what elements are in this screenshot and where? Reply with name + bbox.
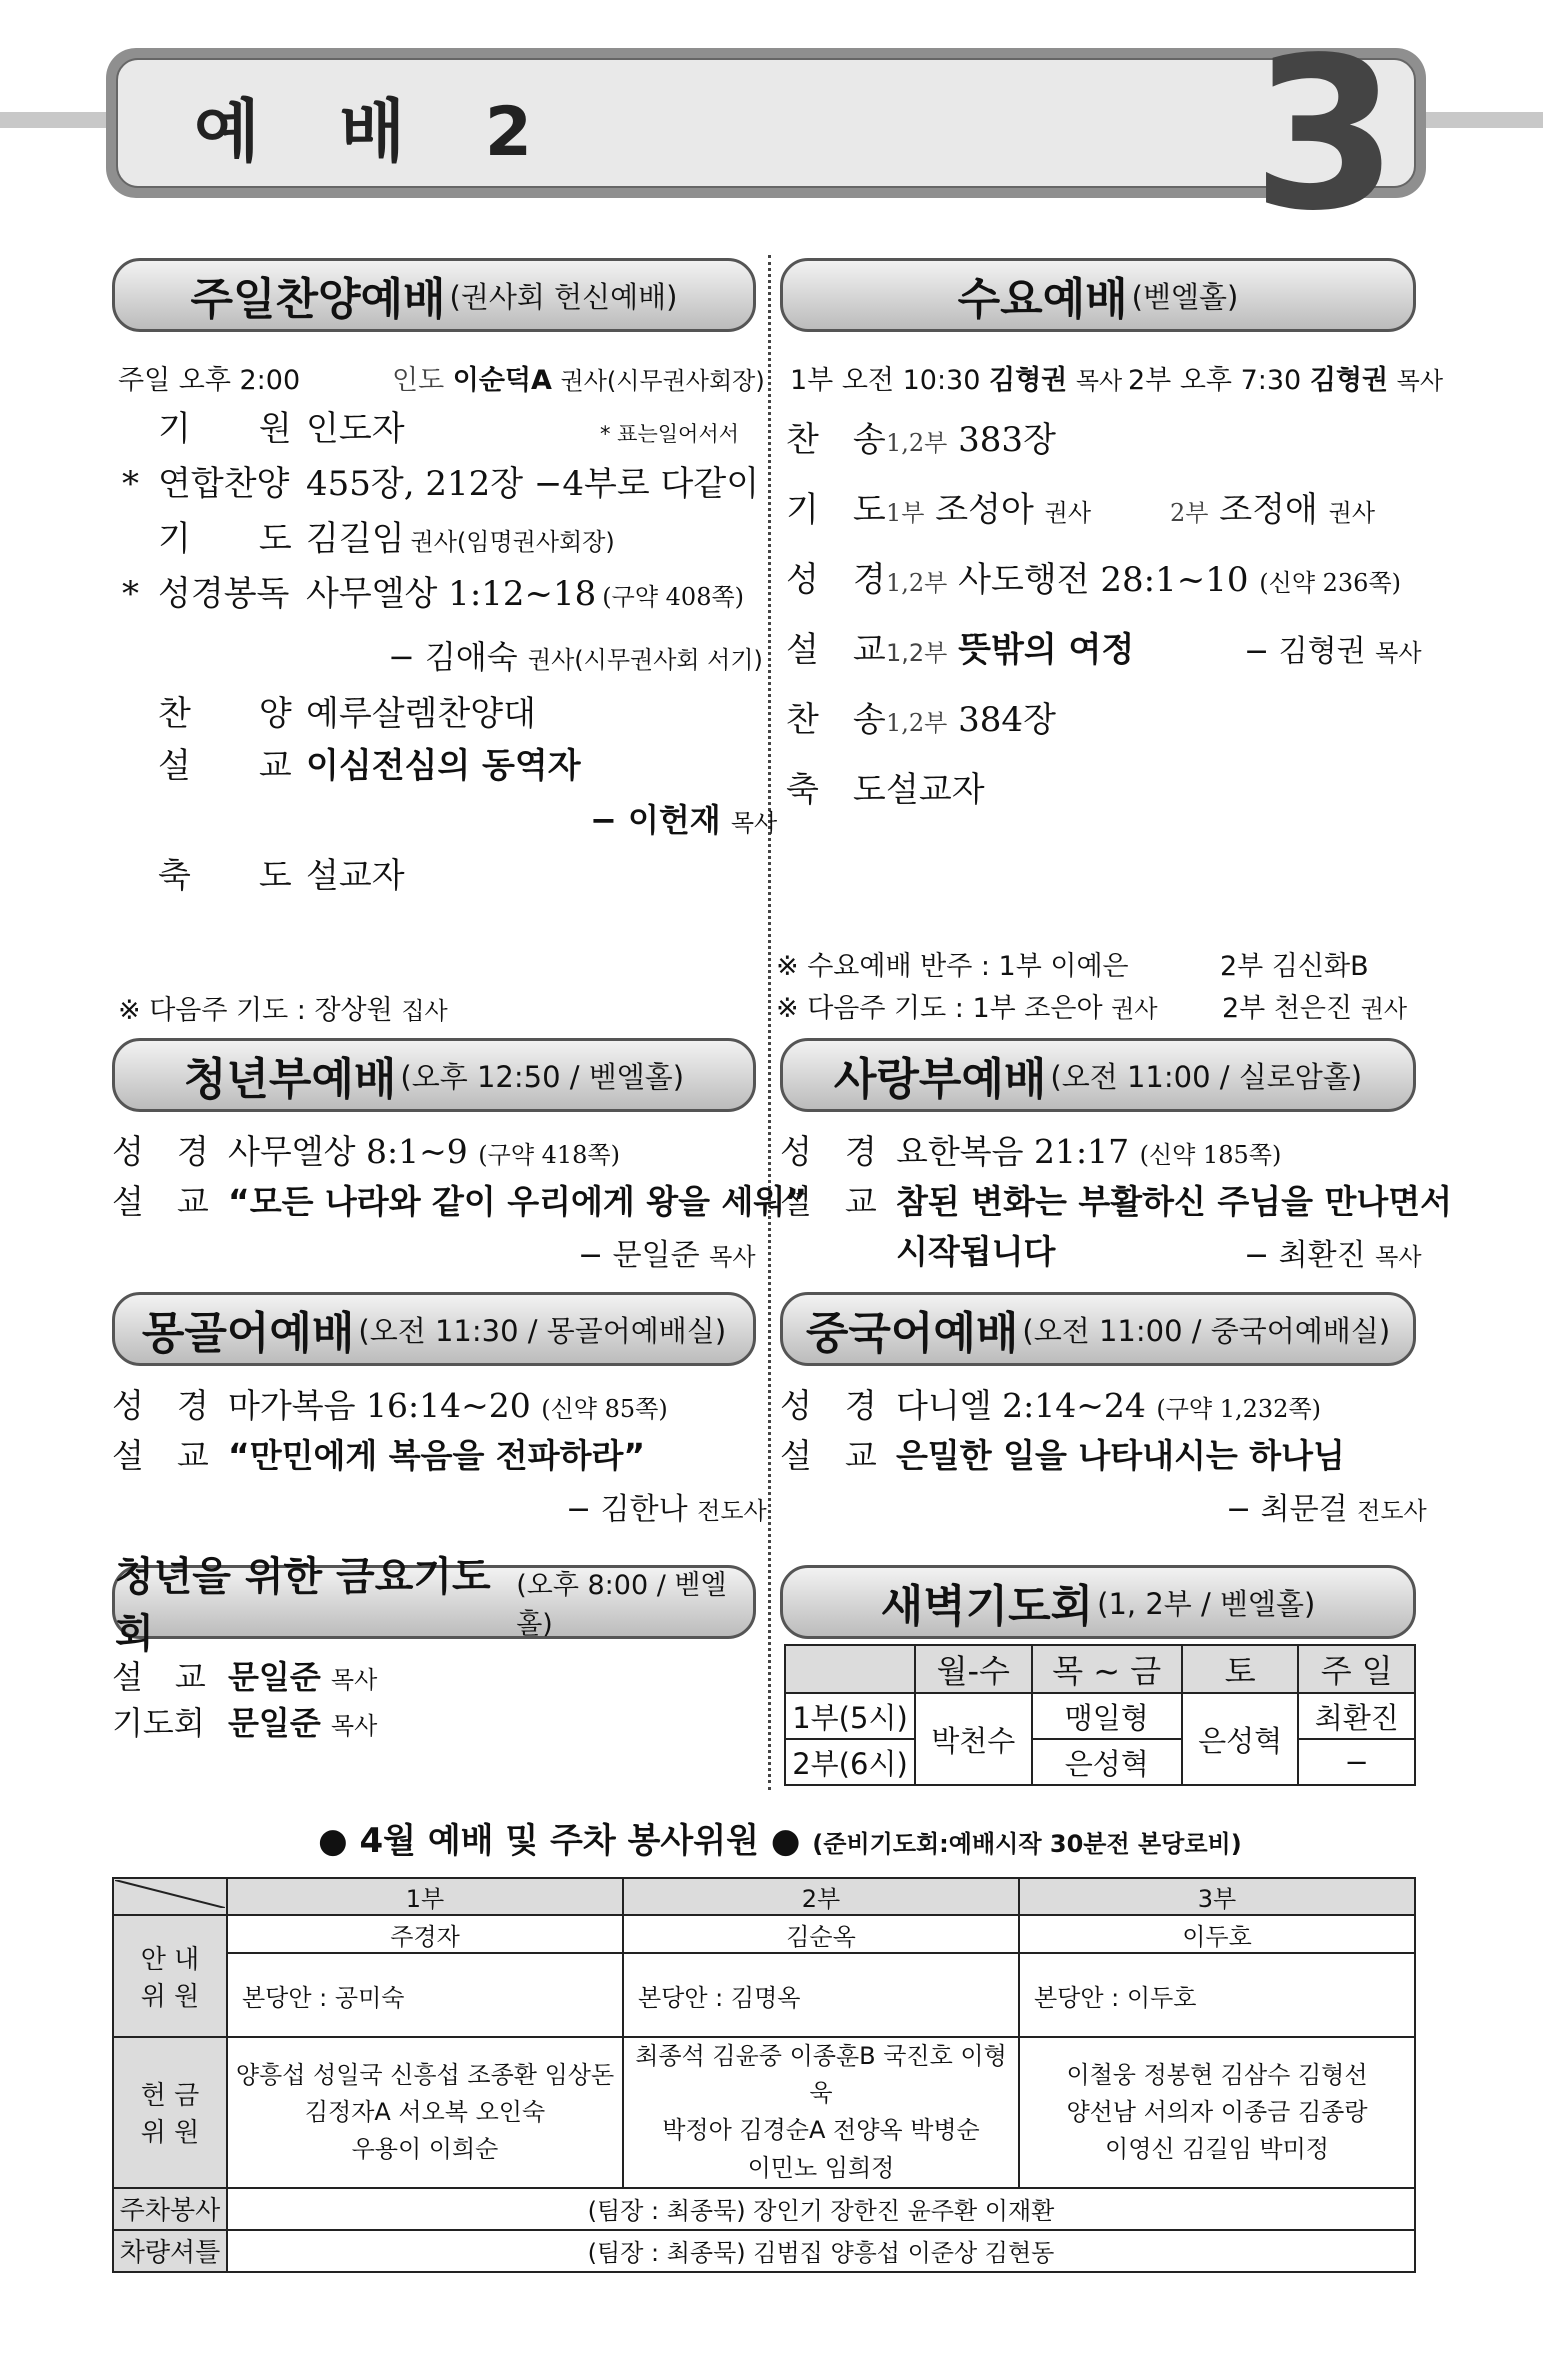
volunteers-table <box>112 1877 1416 2273</box>
wed-hymn2: 찬 송1,2부 384장 <box>786 700 1056 740</box>
table-row: 본당안 : 공미숙 본당안 : 김명옥 본당안 : 이두호 <box>113 1953 1415 2037</box>
friday-sermon: 설 교 문일준 목사 <box>112 1658 378 1696</box>
wed-prayer: 기 도1부 조성아 권사 <box>786 490 1092 530</box>
wed-scripture: 성 경1,2부 사도행전 28:1~10 (신약 236쪽) <box>786 560 1401 600</box>
column-divider <box>768 255 771 1790</box>
section-love: 사랑부예배 (오전 11:00 / 실로암홀) <box>780 1038 1416 1112</box>
sunday-order-list <box>122 410 759 630</box>
section-title: 주일찬양예배 <box>190 274 446 325</box>
mongolian-sermon: 설 교 “만민에게 복음을 전파하라” <box>112 1436 646 1475</box>
wed-hymn: 찬 송1,2부 383장 <box>786 420 1056 460</box>
section-friday: 청년을 위한 금요기도회 (오후 8:00 / 벧엘홀) <box>112 1565 756 1639</box>
dawn-schedule-table <box>784 1644 1416 1786</box>
volunteers-title: ● 4월 예배 및 주차 봉사위원 ● (준비기도회:예배시작 30분전 본당로비) <box>318 1821 1242 1861</box>
section-dawn: 새벽기도회 (1, 2부 / 벧엘홀) <box>780 1565 1416 1639</box>
youth-sermon: 설 교 “모든 나라와 같이 우리에게 왕을 세워” <box>112 1182 807 1221</box>
next-prayer: ※ 다음주 기도 : 장상원 집사 <box>118 995 448 1026</box>
love-sermon: 설 교 참된 변화는 부활하신 주님을 만나면서 <box>780 1182 1453 1221</box>
wed-accompanist2: 2부 김신화B <box>1220 951 1369 982</box>
wed-benediction: 축 도설교자 <box>786 770 985 810</box>
benediction-line: 축 도 설교자 <box>158 856 405 896</box>
chinese-preacher: − 최문걸 전도사 <box>1226 1492 1427 1527</box>
love-sermon-line2: 시작됩니다 <box>896 1232 1056 1271</box>
order-item: * 연합찬양 455장, 212장 −4부로 다같이 <box>122 464 760 504</box>
wed-next-prayer: ※ 다음주 기도 : 1부 조은아 권사 <box>776 993 1158 1024</box>
wed-sermon: 설 교1,2부 뜻밖의 여정 <box>786 630 1135 670</box>
order-item: 기 도 김길임 권사(임명권사회장) <box>158 519 615 559</box>
page-title: 예 배 2 <box>194 93 561 172</box>
section-subtitle: (권사회 헌신예배) <box>449 279 678 314</box>
scripture-reader: − 김애숙 권사(시무권사회 서기) <box>388 638 763 676</box>
section-subtitle: (벧엘홀) <box>1131 279 1239 314</box>
section-mongolian: 몽골어예배 (오전 11:30 / 몽골어예배실) <box>112 1292 756 1366</box>
order-item: * 성경봉독 사무엘상 1:12~18 (구약 408쪽) <box>122 574 745 614</box>
chinese-sermon: 설 교 은밀한 일을 나타내시는 하나님 <box>780 1436 1345 1475</box>
leader-name: 이순덕A <box>452 365 552 396</box>
table-row: 차량셔틀 (팀장 : 최종묵) 김범집 양흥섭 이준상 김현동 <box>113 2230 1415 2272</box>
choir-line: 찬 양 예루살렘찬양대 <box>158 694 536 734</box>
stand-note: * 표는일어서서 <box>600 422 739 446</box>
wed-preacher: − 김형권 목사 <box>1244 634 1422 669</box>
youth-scripture: 성 경 사무엘상 8:1~9 (구약 418쪽) <box>112 1132 620 1171</box>
section-chinese: 중국어예배 (오전 11:00 / 중국어예배실) <box>780 1292 1416 1366</box>
table-row: 헌 금 위 원 양흥섭 성일국 신흥섭 조종환 임상돈 김정자A 서오복 오인숙 우용이 이희순 최종석 김윤중 이종훈B 국진호 이형욱 박정아 김경순A 전양옥 박병순 이민노 임희정 이철웅 정봉현 김삼수 김형선 양선남 서의자 이종금 김종랑 이영신 김길임 박미정 <box>113 2037 1415 2188</box>
leader-title: 권사(시무권사회장) <box>560 367 765 395</box>
leader-label: 인도 <box>392 365 445 396</box>
love-scripture: 성 경 요한복음 21:17 (신약 185쪽) <box>780 1132 1282 1171</box>
table-row: 1부 2부 3부 <box>113 1878 1415 1915</box>
table-row: 월-수 목 ~ 금 토 주 일 <box>785 1645 1415 1693</box>
page-number: 3 <box>1252 12 1399 257</box>
friday-prayer: 기도회 문일준 목사 <box>112 1704 378 1742</box>
section-wednesday <box>780 258 1416 332</box>
section-youth: 청년부예배 (오후 12:50 / 벧엘홀) <box>112 1038 756 1112</box>
section-title: 수요예배 <box>957 274 1128 325</box>
table-row: 안 내 위 원 주경자 김순옥 이두호 <box>113 1915 1415 1953</box>
preacher-line: − 이헌재 목사 <box>590 801 778 839</box>
mongolian-scripture: 성 경 마가복음 16:14~20 (신약 85쪽) <box>112 1386 668 1425</box>
love-preacher: − 최환진 목사 <box>1244 1238 1422 1273</box>
wed-next-prayer2: 2부 천은진 권사 <box>1222 993 1408 1024</box>
table-row: 2부(6시) 은성혁 − <box>785 1739 1415 1785</box>
chinese-scripture: 성 경 다니엘 2:14~24 (구약 1,232쪽) <box>780 1386 1321 1425</box>
wed-part2: 2부 오후 7:30 김형권 목사 <box>1128 365 1444 396</box>
diagonal-header-icon <box>115 1880 225 1908</box>
leader-line <box>392 358 765 397</box>
order-item: 기 원 인도자 <box>158 409 405 449</box>
youth-preacher: − 문일준 목사 <box>578 1238 756 1273</box>
table-row: 주차봉사 (팀장 : 최종묵) 장인기 장한진 윤주환 이재환 <box>113 2188 1415 2230</box>
page-header <box>106 48 1426 198</box>
sermon-line: 설 교 이심전심의 동역자 <box>158 746 581 786</box>
service-time: 주일 오후 2:00 <box>118 365 301 396</box>
wed-prayer2: 2부 조정애 권사 <box>1170 490 1376 530</box>
wed-part1: 1부 오전 10:30 김형권 목사 <box>790 365 1123 396</box>
table-row: 1부(5시) 박천수 맹일형 은성혁 최환진 <box>785 1693 1415 1739</box>
mongolian-preacher: − 김한나 전도사 <box>566 1492 767 1527</box>
section-sunday-praise <box>112 258 756 332</box>
wed-accompanist: ※ 수요예배 반주 : 1부 이예은 <box>776 951 1129 982</box>
